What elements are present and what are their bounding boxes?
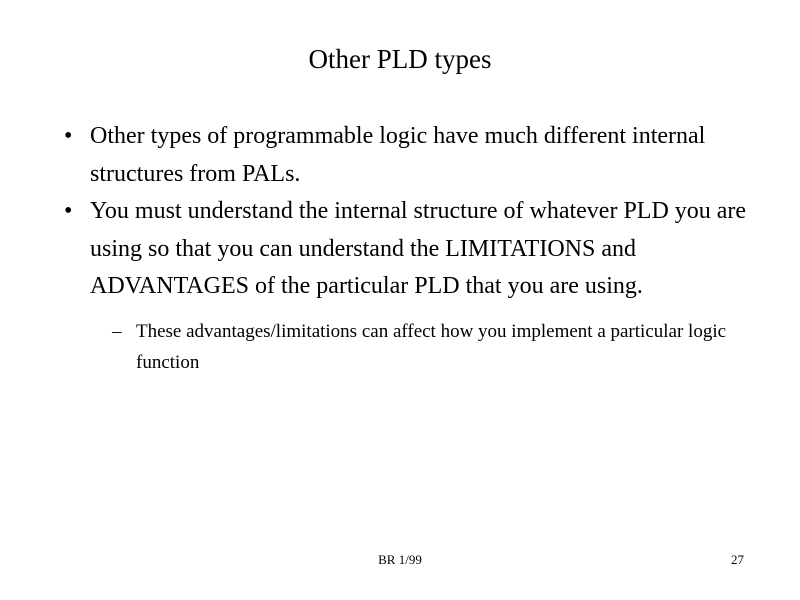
sub-bullet-container [96, 316, 756, 378]
page-title: Other PLD types [308, 44, 492, 74]
footer-label: BR 1/99 [378, 552, 422, 567]
bullet-glyph: • [64, 198, 73, 224]
slide-footer [0, 540, 800, 600]
bullet-text: Other types of programmable logic have much different internal structures from PALs. [90, 123, 706, 187]
sub-bullet-text: These advantages/limitations can affect how you implement a particular logic function [136, 320, 727, 373]
list-item [44, 118, 756, 193]
sub-bullet-list [96, 316, 756, 378]
slide-body [44, 118, 756, 378]
list-item [44, 193, 756, 306]
bullet-text: You must understand the internal structure of whatever PLD you are using so that you can understand the LIMITATIONS and ADVANTAGES of the particular PLD that you are using. [90, 198, 747, 299]
list-item [96, 316, 756, 378]
bullet-list [44, 118, 756, 306]
dash-glyph: – [112, 320, 122, 342]
bullet-glyph: • [64, 123, 73, 149]
page-number: 27 [731, 552, 744, 567]
